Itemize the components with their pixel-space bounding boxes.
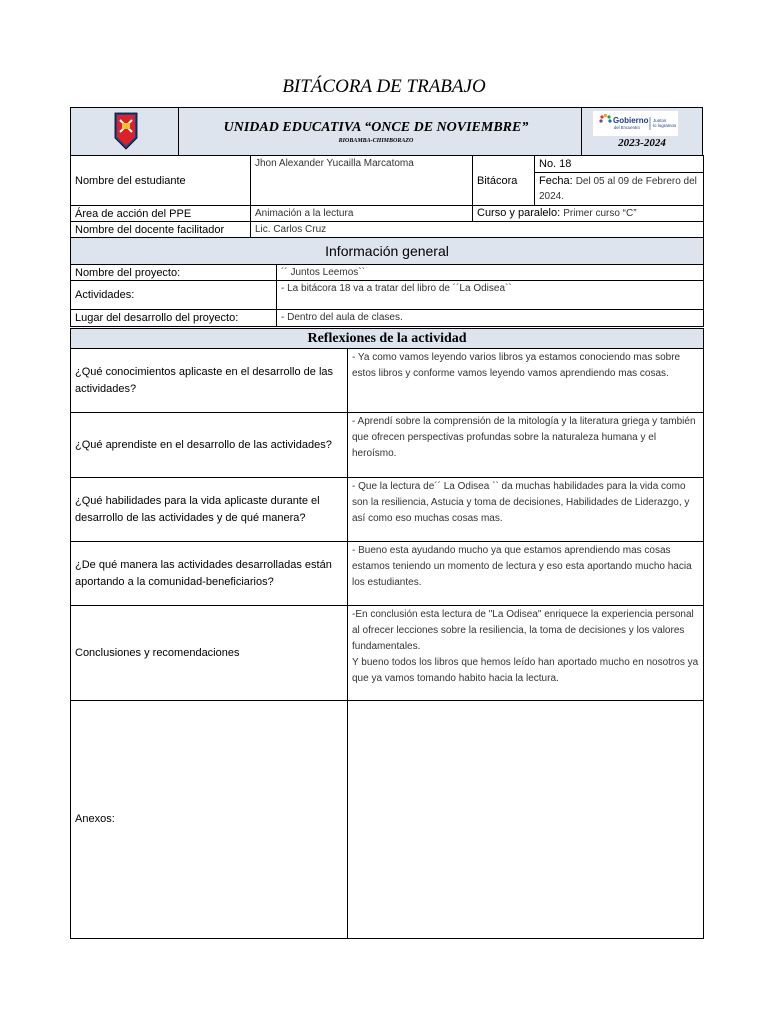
- svg-text:del Encuentro: del Encuentro: [614, 125, 640, 130]
- student-name-label: Nombre del estudiante: [71, 156, 251, 206]
- reflection-question: ¿De qué manera las actividades desarrolladas están aportando a la comunidad-beneficiarios?: [71, 542, 348, 606]
- course-value: Primer curso “C”: [563, 208, 637, 219]
- area-value: Animación a la lectura: [251, 206, 473, 222]
- reflection-question: ¿Qué conocimientos aplicaste en el desarrollo de las actividades?: [71, 349, 348, 413]
- area-row: [71, 206, 704, 222]
- annexes-content: [348, 701, 704, 939]
- activities-label: Actividades:: [71, 281, 277, 310]
- annexes-row: [71, 701, 704, 939]
- school-header: [70, 107, 703, 156]
- government-logo-icon: [593, 111, 678, 136]
- date-label: Fecha:: [539, 175, 573, 187]
- reflection-answer: - Aprendí sobre la comprensión de la mitología y la literatura griega y también que ofrecen perspectivas profundas sobre la naturaleza humana y el heroísmo.: [348, 413, 704, 478]
- reflection-question: ¿Qué habilidades para la vida aplicaste durante el desarrollo de las actividades y de qué manera?: [71, 478, 348, 542]
- svg-text:Gobierno: Gobierno: [613, 116, 649, 125]
- svg-text:Juntos: Juntos: [653, 118, 667, 123]
- bitacora-cell: [535, 156, 704, 206]
- course-cell: [473, 206, 704, 222]
- place-value: - Dentro del aula de clases.: [277, 310, 704, 327]
- teacher-value: Lic. Carlos Cruz: [251, 222, 704, 238]
- annexes-label: Anexos:: [71, 701, 348, 939]
- reflection-answer: - Ya como vamos leyendo varios libros ya estamos conociendo mas sobre estos libros y conforme vamos leyendo vamos aprendiendo mas cosas.: [348, 349, 704, 413]
- conclusion-paragraph-1: -En conclusión esta lectura de "La Odisea" enriquece la experiencia personal al ofrecer lecciones sobre la resiliencia, la toma de decisiones y los valores fundamentales.: [352, 609, 694, 652]
- course-label: Curso y paralelo:: [477, 207, 561, 219]
- activities-value: - La bitácora 18 va a tratar del libro de ´´La Odisea``: [277, 281, 704, 310]
- teacher-row: [71, 222, 704, 238]
- bitacora-number: No. 18: [535, 156, 703, 173]
- general-info-title: Información general: [71, 238, 704, 265]
- reflection-question: Conclusiones y recomendaciones: [71, 606, 348, 701]
- student-info-table: [70, 155, 704, 238]
- date-value: Del 05 al 09 de Febrero del 2024.: [539, 176, 697, 202]
- government-logo: [593, 111, 678, 136]
- conclusions-row: [71, 606, 704, 701]
- school-year: 2023-2024: [618, 137, 666, 149]
- conclusion-paragraph-2: Y bueno todos los libros que hemos leído han aportado mucho en nosotros ya que ya vamos tomando habito hacia la lectura.: [352, 657, 699, 684]
- project-label: Nombre del proyecto:: [71, 265, 277, 281]
- project-row: [71, 265, 704, 281]
- student-row: [71, 156, 704, 206]
- general-info-table: [70, 237, 704, 327]
- bitacora-label: Bitácora: [473, 156, 535, 206]
- school-shield-icon: [114, 112, 138, 150]
- reflection-row: [71, 478, 704, 542]
- place-label: Lugar del desarrollo del proyecto:: [71, 310, 277, 327]
- svg-text:lo logramos: lo logramos: [653, 123, 677, 128]
- reflection-answer: - Que la lectura de´´ La Odisea `` da muchas habilidades para la vida como son la resiliencia, Astucia y toma de decisiones, Habilidades de Liderazgo, y así como eso muchas cosas mas.: [348, 478, 704, 542]
- reflection-question: ¿Qué aprendiste en el desarrollo de las actividades?: [71, 413, 348, 478]
- activities-row: [71, 281, 704, 310]
- reflection-row: [71, 349, 704, 413]
- reflection-row: [71, 542, 704, 606]
- school-city: RIOBAMBA-CHIMBORAZO: [338, 138, 414, 144]
- reflection-row: [71, 413, 704, 478]
- student-name-value: Jhon Alexander Yucailla Marcatoma: [251, 156, 473, 206]
- project-value: ´´ Juntos Leemos``: [277, 265, 704, 281]
- reflection-answer: - Bueno esta ayudando mucho ya que estamos aprendiendo mas cosas estamos teniendo un momento de lectura y eso esta aportando mucho hacia los estudiantes.: [348, 542, 704, 606]
- document-title: BITÁCORA DE TRABAJO: [282, 76, 486, 97]
- reflection-answer: [348, 606, 704, 701]
- reflections-title: Reflexiones de la actividad: [71, 329, 704, 349]
- area-label: Área de acción del PPE: [71, 206, 251, 222]
- bitacora-date: [535, 173, 703, 205]
- place-row: [71, 310, 704, 327]
- school-name: UNIDAD EDUCATIVA “ONCE DE NOVIEMBRE”: [223, 120, 529, 135]
- reflections-table: [70, 328, 704, 939]
- teacher-label: Nombre del docente facilitador: [71, 222, 251, 238]
